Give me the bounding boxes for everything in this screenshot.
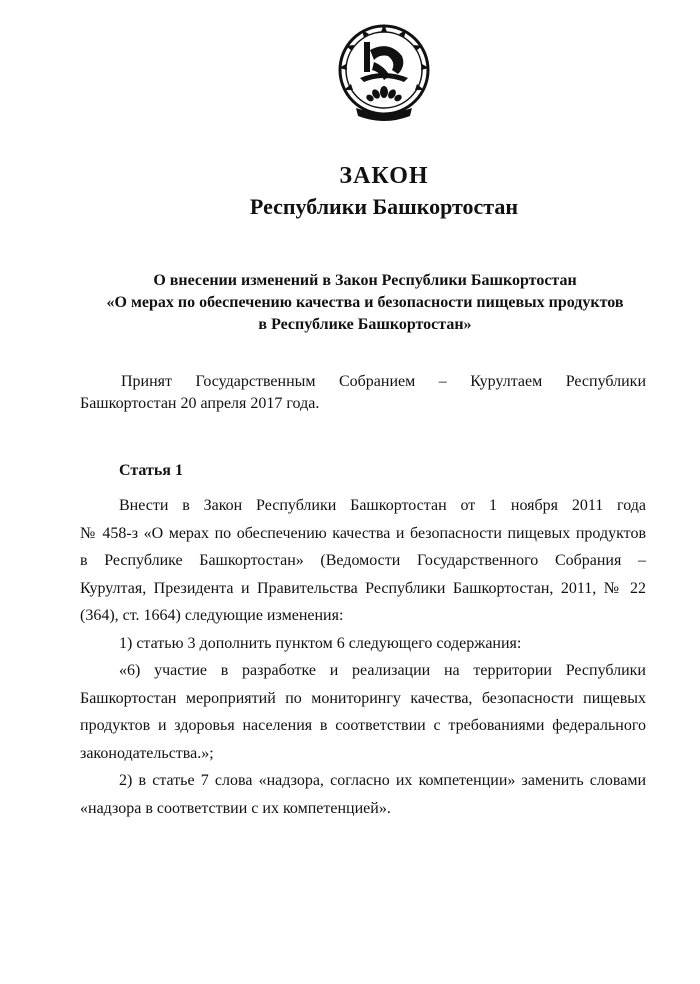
body-line: 1) статью 3 дополнить пунктом 6 следующего содержания: — [119, 634, 522, 652]
body-line: № 458-з «О мерах по обеспечению качества и безопасности пищевых продуктов — [80, 524, 646, 542]
body-line: 2) в статье 7 слова «надзора, согласно их компетенции» заменить словами — [119, 772, 646, 789]
body-line: Курултая, Президента и Правительства Республики Башкортостан, 2011, № 22 — [80, 579, 646, 597]
article-body — [80, 492, 646, 822]
body-line: продуктов и здоровья населения в соответствии с требованиями федерального — [80, 717, 646, 734]
document-subtitle: Республики Башкортостан — [249, 194, 519, 219]
body-line: законодательства.»; — [80, 744, 214, 762]
adoption-line: Башкортостан 20 апреля 2017 года. — [80, 395, 320, 412]
body-line: Башкортостан мероприятий по мониторингу качества, безопасности пищевых — [80, 689, 646, 707]
heading-line: в Республике Башкортостан» — [258, 316, 472, 333]
document-title: ЗАКОН — [339, 163, 429, 189]
body-line: «6) участие в разработке и реализации на территории Республики — [119, 662, 646, 679]
body-line: «надзора в соответствии с их компетенцией». — [80, 799, 391, 817]
adoption-line: Принят Государственным Собранием – Курултаем Республики — [121, 373, 646, 390]
heading-line: «О мерах по обеспечению качества и безопасности пищевых продуктов — [106, 294, 624, 311]
heading-line: О внесении изменений в Закон Республики Башкортостан — [153, 272, 577, 289]
article-title: Статья 1 — [119, 462, 183, 479]
coat-of-arms-emblem — [334, 20, 434, 132]
body-line: в Республике Башкортостан» (Ведомости Государственного Собрания – — [80, 552, 646, 569]
body-line: Внести в Закон Республики Башкортостан от 1 ноября 2011 года — [119, 497, 646, 514]
adoption-note — [80, 371, 646, 415]
body-line: (364), ст. 1664) следующие изменения: — [80, 607, 344, 624]
law-heading — [80, 270, 650, 336]
